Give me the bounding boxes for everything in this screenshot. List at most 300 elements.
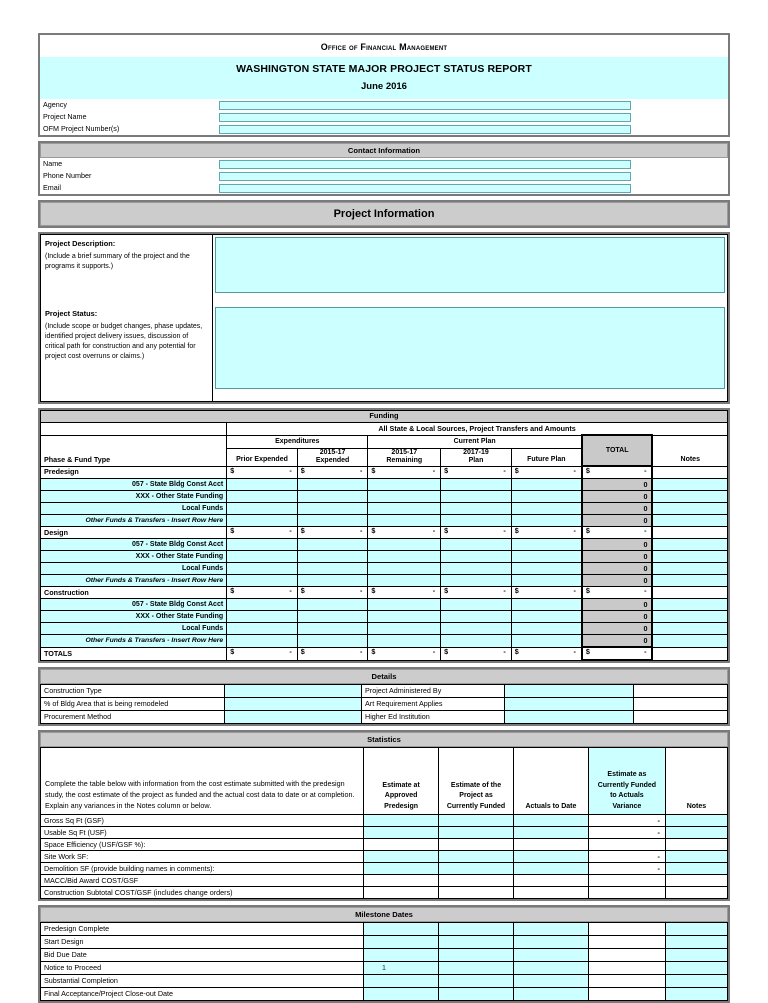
expended-1517-header bbox=[297, 448, 368, 466]
currency-symbol: $ bbox=[514, 526, 519, 535]
milestone-0-predesign[interactable] bbox=[364, 923, 439, 936]
statistic-5-predesign[interactable] bbox=[364, 875, 439, 887]
fund-type-label: Local Funds bbox=[41, 563, 227, 575]
phase-label: Construction bbox=[41, 587, 227, 599]
statistic-3-predesign[interactable] bbox=[364, 851, 439, 863]
notes-column-header: Notes bbox=[652, 435, 727, 466]
phase-2-fund-3-amount-3[interactable] bbox=[441, 635, 512, 648]
statistic-6-actuals[interactable] bbox=[513, 887, 588, 899]
statistic-3-variance: - bbox=[588, 851, 665, 863]
fund-type-label: XXX - Other State Funding bbox=[41, 611, 227, 623]
phase-0-fund-3-amount-2[interactable] bbox=[368, 515, 441, 527]
milestone-1-actuals[interactable] bbox=[513, 936, 588, 949]
project-description-input-cell[interactable] bbox=[213, 235, 728, 306]
statistic-6-variance bbox=[588, 887, 665, 899]
phase-0-amount-3[interactable] bbox=[441, 466, 512, 479]
phase-1-fund-3-amount-3[interactable] bbox=[441, 575, 512, 587]
phase-0-fund-1-total: 0 bbox=[582, 491, 653, 503]
phase-1-fund-3-notes[interactable] bbox=[652, 575, 727, 587]
amount-value: - bbox=[503, 586, 506, 595]
phase-2-fund-3-total: 0 bbox=[582, 635, 653, 648]
statistics-table bbox=[40, 747, 728, 899]
milestone-2-actuals[interactable] bbox=[513, 949, 588, 962]
funding-body bbox=[41, 466, 728, 660]
phase-2-fund-2-amount-4[interactable] bbox=[511, 623, 582, 635]
statistic-1-predesign[interactable] bbox=[364, 827, 439, 839]
phase-1-fund-2-amount-4[interactable] bbox=[511, 563, 582, 575]
phase-0-fund-0-amount-2[interactable] bbox=[368, 479, 441, 491]
agency-spacer bbox=[631, 99, 728, 111]
milestone-5-notes[interactable] bbox=[665, 988, 727, 1001]
statistic-2-predesign[interactable] bbox=[364, 839, 439, 851]
table-row bbox=[41, 851, 728, 863]
details-block bbox=[38, 667, 730, 726]
milestone-2-notes[interactable] bbox=[665, 949, 727, 962]
milestone-1-currently-funded[interactable] bbox=[439, 936, 514, 949]
hdr-line: Notes bbox=[686, 802, 707, 810]
phase-2-fund-2-amount-1[interactable] bbox=[297, 623, 368, 635]
fund-type-label: Local Funds bbox=[41, 623, 227, 635]
phase-2-fund-0-amount-2[interactable] bbox=[368, 599, 441, 611]
table-row bbox=[41, 975, 728, 988]
table-row bbox=[41, 748, 728, 815]
statistic-2-actuals[interactable] bbox=[513, 839, 588, 851]
amount-value: - bbox=[360, 646, 363, 656]
table-row bbox=[41, 539, 728, 551]
totals-amount-3[interactable] bbox=[441, 647, 512, 660]
statistic-4-actuals[interactable] bbox=[513, 863, 588, 875]
ofm-number-spacer bbox=[631, 123, 728, 135]
phase-2-amount-2[interactable] bbox=[368, 587, 441, 599]
phase-2-fund-1-amount-1[interactable] bbox=[297, 611, 368, 623]
phase-0-fund-0-notes[interactable] bbox=[652, 479, 727, 491]
currency-symbol: $ bbox=[444, 586, 449, 595]
estimate-approved-predesign-header bbox=[364, 748, 439, 815]
phase-2-fund-1-total: 0 bbox=[582, 611, 653, 623]
table-row bbox=[41, 575, 728, 587]
currency-symbol: $ bbox=[230, 586, 235, 595]
phase-0-notes[interactable] bbox=[652, 466, 727, 479]
contact-phone-label: Phone Number bbox=[43, 171, 92, 181]
funding-block bbox=[38, 408, 730, 663]
currency-symbol: $ bbox=[514, 586, 519, 595]
statistic-label-0: Gross Sq Ft (GSF) bbox=[41, 815, 364, 827]
phase-2-fund-2-notes[interactable] bbox=[652, 623, 727, 635]
phase-1-fund-1-amount-3[interactable] bbox=[441, 551, 512, 563]
milestone-label-4: Substantial Completion bbox=[41, 975, 364, 988]
phase-1-fund-2-amount-1[interactable] bbox=[297, 563, 368, 575]
statistic-4-predesign[interactable] bbox=[364, 863, 439, 875]
phase-1-fund-2-total: 0 bbox=[582, 563, 653, 575]
detail-right-label-1: Art Requirement Applies bbox=[362, 698, 505, 711]
project-name-field-cell[interactable] bbox=[219, 111, 631, 123]
statistic-2-variance bbox=[588, 839, 665, 851]
currency-symbol: $ bbox=[514, 646, 519, 656]
contact-phone-field-cell[interactable] bbox=[219, 170, 631, 182]
statistic-3-notes[interactable] bbox=[665, 851, 727, 863]
phase-2-amount-1[interactable] bbox=[297, 587, 368, 599]
milestone-5-predesign[interactable] bbox=[364, 988, 439, 1001]
table-row bbox=[41, 949, 728, 962]
amount-value: - bbox=[573, 646, 576, 656]
statistic-6-notes[interactable] bbox=[665, 887, 727, 899]
project-description-input[interactable] bbox=[215, 237, 725, 293]
table-row bbox=[41, 527, 728, 539]
project-status-title: Project Status: bbox=[45, 309, 98, 318]
fund-type-label: 057 - State Bldg Const Acct bbox=[41, 599, 227, 611]
phase-1-fund-0-total: 0 bbox=[582, 539, 653, 551]
phase-2-amount-4[interactable] bbox=[511, 587, 582, 599]
project-name-label: Project Name bbox=[43, 112, 87, 122]
variance-header bbox=[588, 748, 665, 815]
hdr-line: Variance bbox=[612, 802, 642, 810]
phase-2-fund-3-amount-2[interactable] bbox=[368, 635, 441, 648]
details-table bbox=[40, 684, 728, 724]
phase-0-amount-0[interactable] bbox=[227, 466, 298, 479]
currency-symbol: $ bbox=[585, 586, 590, 595]
phase-2-fund-1-notes[interactable] bbox=[652, 611, 727, 623]
milestone-2-currently-funded[interactable] bbox=[439, 949, 514, 962]
phase-2-amount-3[interactable] bbox=[441, 587, 512, 599]
table-row bbox=[41, 923, 728, 936]
milestone-5-actuals[interactable] bbox=[513, 988, 588, 1001]
phase-1-fund-3-total: 0 bbox=[582, 575, 653, 587]
project-information-header-block bbox=[38, 200, 730, 228]
amount-value: - bbox=[503, 526, 506, 535]
phase-0-fund-0-amount-3[interactable] bbox=[441, 479, 512, 491]
phase-0-fund-3-amount-0[interactable] bbox=[227, 515, 298, 527]
milestones-table bbox=[40, 922, 728, 1001]
phase-1-fund-1-amount-1[interactable] bbox=[297, 551, 368, 563]
statistic-4-notes[interactable] bbox=[665, 863, 727, 875]
remaining-1517-header-line2: Remaining bbox=[386, 457, 423, 465]
currency-symbol: $ bbox=[371, 586, 376, 595]
statistic-3-actuals[interactable] bbox=[513, 851, 588, 863]
milestone-4-currently-funded[interactable] bbox=[439, 975, 514, 988]
milestone-label-2: Bid Due Date bbox=[41, 949, 364, 962]
detail-right-label-0: Project Administered By bbox=[362, 685, 505, 698]
statistic-label-1: Usable Sq Ft (USF) bbox=[41, 827, 364, 839]
phase-1-fund-1-total: 0 bbox=[582, 551, 653, 563]
totals-notes bbox=[652, 647, 727, 660]
detail-left-input-1[interactable] bbox=[225, 698, 362, 711]
phase-2-amount-0[interactable] bbox=[227, 587, 298, 599]
milestone-1-variance[interactable] bbox=[588, 936, 665, 949]
table-row bbox=[41, 551, 728, 563]
agency-field-cell[interactable] bbox=[219, 99, 631, 111]
phase-1-fund-1-amount-2[interactable] bbox=[368, 551, 441, 563]
phase-2-fund-1-amount-3[interactable] bbox=[441, 611, 512, 623]
phase-2-fund-2-amount-2[interactable] bbox=[368, 623, 441, 635]
currency-symbol: $ bbox=[371, 526, 376, 535]
phase-0-fund-2-amount-0[interactable] bbox=[227, 503, 298, 515]
phase-0-fund-3-amount-4[interactable] bbox=[511, 515, 582, 527]
contact-email-field-cell[interactable] bbox=[219, 182, 631, 194]
phase-0-fund-1-amount-1[interactable] bbox=[297, 491, 368, 503]
statistic-0-currently-funded[interactable] bbox=[439, 815, 514, 827]
phase-2-fund-0-amount-4[interactable] bbox=[511, 599, 582, 611]
fund-type-label: XXX - Other State Funding bbox=[41, 551, 227, 563]
phase-2-fund-2-amount-3[interactable] bbox=[441, 623, 512, 635]
statistic-6-predesign[interactable] bbox=[364, 887, 439, 899]
statistic-5-variance bbox=[588, 875, 665, 887]
fund-type-label: 057 - State Bldg Const Acct bbox=[41, 539, 227, 551]
milestone-0-currently-funded[interactable] bbox=[439, 923, 514, 936]
milestone-4-predesign[interactable] bbox=[364, 975, 439, 988]
table-row bbox=[41, 611, 728, 623]
statistic-1-notes[interactable] bbox=[665, 827, 727, 839]
table-row bbox=[40, 123, 728, 135]
table-row bbox=[40, 99, 728, 111]
phase-0-fund-0-amount-1[interactable] bbox=[297, 479, 368, 491]
totals-amount-2[interactable] bbox=[368, 647, 441, 660]
table-row bbox=[41, 827, 728, 839]
phase-1-fund-0-amount-2[interactable] bbox=[368, 539, 441, 551]
phase-2-fund-0-amount-0[interactable] bbox=[227, 599, 298, 611]
milestone-5-currently-funded[interactable] bbox=[439, 988, 514, 1001]
detail-left-input-2[interactable] bbox=[225, 711, 362, 724]
milestone-4-variance[interactable] bbox=[588, 975, 665, 988]
amount-value: - bbox=[573, 586, 576, 595]
detail-right-input-1[interactable] bbox=[505, 698, 633, 711]
statistic-3-currently-funded[interactable] bbox=[439, 851, 514, 863]
statistics-body bbox=[41, 815, 728, 899]
milestone-2-variance[interactable] bbox=[588, 949, 665, 962]
milestone-4-actuals[interactable] bbox=[513, 975, 588, 988]
phase-1-fund-3-amount-4[interactable] bbox=[511, 575, 582, 587]
phase-0-amount-1[interactable] bbox=[297, 466, 368, 479]
contact-name-input[interactable] bbox=[219, 160, 631, 169]
statistic-label-5: MACC/Bid Award COST/GSF bbox=[41, 875, 364, 887]
hdr-line: Predesign bbox=[384, 802, 419, 810]
phase-1-fund-3-amount-1[interactable] bbox=[297, 575, 368, 587]
currency-symbol: $ bbox=[371, 465, 376, 475]
statistic-6-currently-funded[interactable] bbox=[439, 887, 514, 899]
phase-0-fund-3-notes[interactable] bbox=[652, 515, 727, 527]
phase-0-fund-3-amount-3[interactable] bbox=[441, 515, 512, 527]
project-information-header: Project Information bbox=[40, 202, 728, 226]
contact-spacer-1 bbox=[631, 158, 728, 170]
project-description-hint: (Include a brief summary of the project and the programs it supports.) bbox=[45, 252, 190, 270]
phase-1-fund-0-amount-0[interactable] bbox=[227, 539, 298, 551]
amount-value: - bbox=[360, 586, 363, 595]
table-row bbox=[41, 875, 728, 887]
phase-1-amount-1[interactable] bbox=[297, 527, 368, 539]
phase-1-total bbox=[582, 527, 653, 539]
ofm-number-label: OFM Project Number(s) bbox=[43, 124, 120, 134]
phase-1-amount-4[interactable] bbox=[511, 527, 582, 539]
statistic-1-currently-funded[interactable] bbox=[439, 827, 514, 839]
funding-header: Funding bbox=[41, 411, 728, 423]
statistic-2-notes[interactable] bbox=[665, 839, 727, 851]
project-status-input[interactable] bbox=[215, 307, 725, 389]
phase-0-fund-1-amount-4[interactable] bbox=[511, 491, 582, 503]
table-row bbox=[41, 423, 728, 436]
phase-2-fund-3-amount-4[interactable] bbox=[511, 635, 582, 648]
phase-1-fund-1-notes[interactable] bbox=[652, 551, 727, 563]
statistic-5-notes[interactable] bbox=[665, 875, 727, 887]
fund-type-label: Other Funds & Transfers - Insert Row Here bbox=[41, 635, 227, 648]
statistic-5-currently-funded[interactable] bbox=[439, 875, 514, 887]
milestone-0-variance[interactable] bbox=[588, 923, 665, 936]
phase-0-fund-2-amount-1[interactable] bbox=[297, 503, 368, 515]
statistic-0-notes[interactable] bbox=[665, 815, 727, 827]
project-name-input[interactable] bbox=[219, 113, 631, 122]
amount-value: - bbox=[360, 526, 363, 535]
phase-1-amount-3[interactable] bbox=[441, 527, 512, 539]
phase-2-fund-0-notes[interactable] bbox=[652, 599, 727, 611]
phase-1-fund-1-amount-4[interactable] bbox=[511, 551, 582, 563]
phase-0-fund-0-amount-4[interactable] bbox=[511, 479, 582, 491]
phase-1-fund-0-amount-4[interactable] bbox=[511, 539, 582, 551]
phase-1-fund-2-amount-3[interactable] bbox=[441, 563, 512, 575]
table-row bbox=[41, 936, 728, 949]
phase-0-fund-2-total: 0 bbox=[582, 503, 653, 515]
contact-email-input[interactable] bbox=[219, 184, 631, 193]
table-row bbox=[41, 635, 728, 648]
phase-0-fund-3-amount-1[interactable] bbox=[297, 515, 368, 527]
contact-name-field-cell[interactable] bbox=[219, 158, 631, 170]
table-row bbox=[41, 623, 728, 635]
milestone-4-notes[interactable] bbox=[665, 975, 727, 988]
milestone-0-notes[interactable] bbox=[665, 923, 727, 936]
report-date: June 2016 bbox=[361, 81, 407, 92]
statistic-4-currently-funded[interactable] bbox=[439, 863, 514, 875]
amount-value: - bbox=[573, 465, 576, 475]
phase-1-fund-2-notes[interactable] bbox=[652, 563, 727, 575]
agency-table bbox=[40, 99, 728, 135]
agency-input[interactable] bbox=[219, 101, 631, 110]
detail-right-input-0[interactable] bbox=[505, 685, 633, 698]
amount-value: - bbox=[289, 465, 292, 475]
milestone-1-notes[interactable] bbox=[665, 936, 727, 949]
amount-value: - bbox=[360, 465, 363, 475]
phase-2-fund-2-amount-0[interactable] bbox=[227, 623, 298, 635]
table-row bbox=[41, 647, 728, 660]
phase-0-amount-2[interactable] bbox=[368, 466, 441, 479]
phase-1-fund-0-amount-1[interactable] bbox=[297, 539, 368, 551]
phase-1-fund-2-amount-2[interactable] bbox=[368, 563, 441, 575]
phase-0-fund-2-amount-3[interactable] bbox=[441, 503, 512, 515]
currency-symbol: $ bbox=[300, 646, 305, 656]
phase-0-amount-4[interactable] bbox=[511, 466, 582, 479]
phase-2-fund-1-amount-2[interactable] bbox=[368, 611, 441, 623]
currency-symbol: $ bbox=[585, 647, 590, 656]
statistic-4-variance: - bbox=[588, 863, 665, 875]
phase-1-fund-1-amount-0[interactable] bbox=[227, 551, 298, 563]
statistic-label-4: Demolition SF (provide building names in comments): bbox=[41, 863, 364, 875]
phase-1-fund-0-amount-3[interactable] bbox=[441, 539, 512, 551]
amount-value: - bbox=[432, 586, 436, 595]
milestones-body bbox=[41, 923, 728, 1001]
milestone-1-predesign[interactable] bbox=[364, 936, 439, 949]
total-column-header: TOTAL bbox=[582, 435, 653, 466]
contact-phone-input[interactable] bbox=[219, 172, 631, 181]
project-status-hint: (Include scope or budget changes, phase updates, identified project delivery issues, discussion of critical path for construction and any potential for project cost overruns or claims.) bbox=[45, 322, 203, 361]
milestone-label-0: Predesign Complete bbox=[41, 923, 364, 936]
phase-1-fund-3-amount-2[interactable] bbox=[368, 575, 441, 587]
totals-amount-4[interactable] bbox=[511, 647, 582, 660]
table-row bbox=[41, 587, 728, 599]
phase-0-fund-1-amount-3[interactable] bbox=[441, 491, 512, 503]
phase-2-fund-0-amount-1[interactable] bbox=[297, 599, 368, 611]
detail-right-label-2: Higher Ed Institution bbox=[362, 711, 505, 724]
ofm-number-field-cell[interactable] bbox=[219, 123, 631, 135]
statistic-5-actuals[interactable] bbox=[513, 875, 588, 887]
statistics-header: Statistics bbox=[40, 732, 728, 747]
detail-spacer-1 bbox=[633, 698, 727, 711]
statistic-0-actuals[interactable] bbox=[513, 815, 588, 827]
hdr-line: to Actuals bbox=[610, 792, 644, 799]
phase-2-notes[interactable] bbox=[652, 587, 727, 599]
table-row bbox=[41, 887, 728, 899]
statistic-0-predesign[interactable] bbox=[364, 815, 439, 827]
phase-1-amount-0[interactable] bbox=[227, 527, 298, 539]
detail-spacer-2 bbox=[633, 711, 727, 724]
amount-value: - bbox=[503, 646, 506, 656]
prior-expended-header: Prior Expended bbox=[227, 448, 298, 466]
totals-amount-0[interactable] bbox=[227, 647, 298, 660]
phase-2-fund-3-notes[interactable] bbox=[652, 635, 727, 648]
table-row bbox=[41, 435, 728, 448]
phase-2-fund-0-amount-3[interactable] bbox=[441, 599, 512, 611]
phase-1-notes[interactable] bbox=[652, 527, 727, 539]
milestone-2-predesign[interactable] bbox=[364, 949, 439, 962]
milestone-5-variance[interactable] bbox=[588, 988, 665, 1001]
amount-value: - bbox=[644, 586, 647, 595]
statistic-2-currently-funded[interactable] bbox=[439, 839, 514, 851]
project-status-label bbox=[41, 305, 213, 402]
milestone-0-actuals[interactable] bbox=[513, 923, 588, 936]
phase-1-fund-3-amount-0[interactable] bbox=[227, 575, 298, 587]
detail-left-input-0[interactable] bbox=[225, 685, 362, 698]
amount-value: - bbox=[503, 465, 506, 475]
currency-symbol: $ bbox=[300, 465, 305, 475]
header-block bbox=[38, 33, 730, 137]
hdr-line: Project as bbox=[459, 792, 493, 799]
table-row bbox=[41, 515, 728, 527]
phase-0-fund-1-amount-2[interactable] bbox=[368, 491, 441, 503]
table-row bbox=[41, 685, 728, 698]
phase-0-fund-2-notes[interactable] bbox=[652, 503, 727, 515]
funding-subheader: All State & Local Sources, Project Transfers and Amounts bbox=[227, 423, 728, 436]
statistic-1-actuals[interactable] bbox=[513, 827, 588, 839]
phase-1-fund-0-notes[interactable] bbox=[652, 539, 727, 551]
contact-email-label: Email bbox=[43, 183, 61, 193]
phase-2-fund-1-amount-0[interactable] bbox=[227, 611, 298, 623]
phase-0-fund-1-amount-0[interactable] bbox=[227, 491, 298, 503]
currency-symbol: $ bbox=[371, 646, 376, 656]
phase-1-amount-2[interactable] bbox=[368, 527, 441, 539]
phase-0-fund-2-amount-4[interactable] bbox=[511, 503, 582, 515]
detail-right-input-2[interactable] bbox=[505, 711, 633, 724]
phase-1-fund-2-amount-0[interactable] bbox=[227, 563, 298, 575]
phase-0-fund-1-notes[interactable] bbox=[652, 491, 727, 503]
phase-2-fund-3-amount-0[interactable] bbox=[227, 635, 298, 648]
currency-symbol: $ bbox=[230, 646, 235, 656]
project-description-table bbox=[40, 234, 728, 402]
totals-amount-1[interactable] bbox=[297, 647, 368, 660]
phase-0-fund-0-amount-0[interactable] bbox=[227, 479, 298, 491]
currency-symbol: $ bbox=[585, 526, 590, 535]
phase-2-fund-3-amount-1[interactable] bbox=[297, 635, 368, 648]
statistic-label-6: Construction Subtotal COST/GSF (includes change orders) bbox=[41, 887, 364, 899]
phase-2-fund-1-amount-4[interactable] bbox=[511, 611, 582, 623]
phase-0-fund-2-amount-2[interactable] bbox=[368, 503, 441, 515]
ofm-number-input[interactable] bbox=[219, 125, 631, 134]
project-status-input-cell[interactable] bbox=[213, 305, 728, 402]
statistic-0-variance: - bbox=[588, 815, 665, 827]
